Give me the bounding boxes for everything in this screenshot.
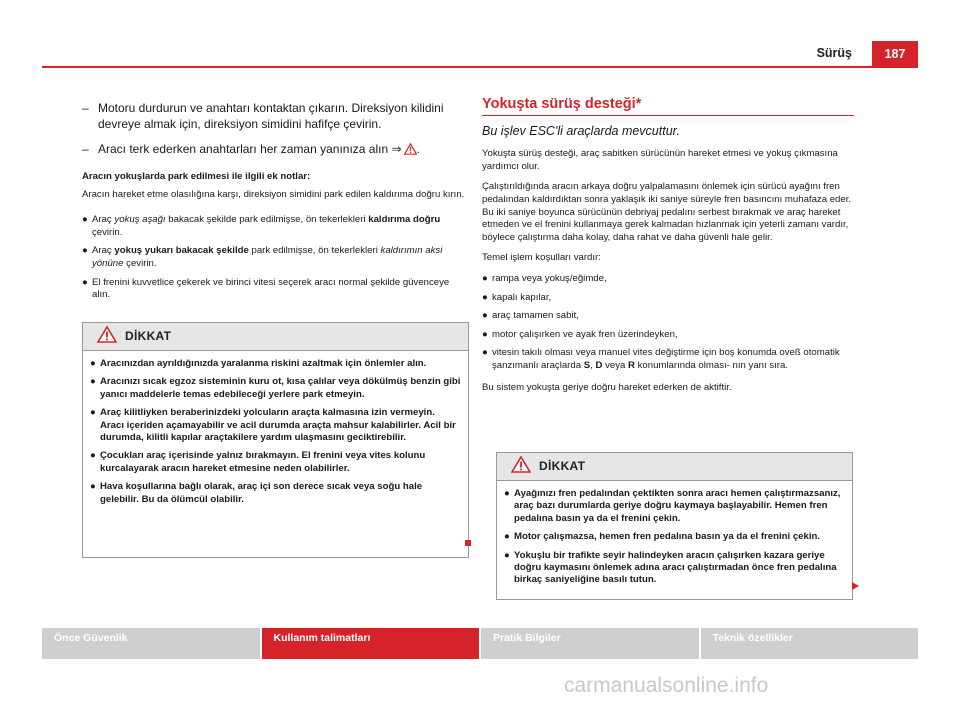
notes-heading: Aracın yokuşlarda park edilmesi ile ilgili ek notlar:	[82, 171, 311, 182]
step-text: Aracı terk ederken anahtarları her zaman yanınıza alın ⇒	[98, 142, 402, 156]
warning-header	[83, 323, 468, 351]
warning-item: ● Ayağınızı fren pedalından çektikten sonra aracı hemen çalıştırmazsanız, araç bazı durumlarda geriye doğru kaymaya başlayabilir. Hemen fren pedalına basın ya da el frenini çekin.	[504, 488, 841, 524]
warning-body	[497, 481, 852, 597]
list-item: ● kapalı kapılar,	[482, 291, 552, 303]
notes-intro: Aracın hareket etme olasılığına karşı, direksiyon simidini park edilen kaldırıma doğru kırın.	[82, 188, 465, 200]
list-item: ● vitesin takılı olması veya manuel vites değiştirme için boş konumda oveß otomatik şanzımanlı araçlarda S, D veya R konumlarında olması- nın yanı sıra.	[482, 347, 840, 371]
bullet-marker: ●	[82, 214, 88, 226]
bullet-marker: ●	[482, 328, 488, 340]
warning-title: DİKKAT	[125, 329, 172, 344]
conditions-intro: Temel işlem koşulları vardır:	[482, 252, 601, 264]
warning-box	[82, 322, 469, 558]
warning-item: ● Motor çalışmazsa, hemen fren pedalına basın ya da el frenini çekin.	[504, 531, 821, 543]
bullet-marker: ●	[482, 291, 488, 303]
footer-nav	[42, 628, 918, 659]
list-item: ● Araç yokuş yukarı bakacak şekilde park edilmişse, ön tekerlekleri kaldırımın aksi yönüne çevirin.	[82, 245, 443, 269]
bullet-marker: ●	[90, 358, 96, 369]
step-item	[82, 100, 468, 132]
list-item: ● El frenini kuvvetlice çekerek ve birinci vitesi seçerek aracı normal şekilde güvenceye alın.	[82, 276, 450, 301]
dash-marker: –	[82, 142, 89, 156]
paragraph: Yokuşta sürüş desteği, araç sabitken sürücünün hareket etmesi ve yokuş çıkmasına yardımcı olur.	[482, 148, 838, 172]
warning-item: ● Aracınızı sıcak egzoz sisteminin kuru ot, kısa çalılar veya dökülmüş benzin gibi yanıcı maddelerle temas edebileceği yerlere park etmeyin.	[90, 376, 461, 400]
list-item: ● Araç yokuş aşağı bakacak şekilde park edilmişse, ön tekerlekleri kaldırıma doğru çevirin.	[82, 214, 441, 238]
bullet-marker: ●	[504, 488, 510, 499]
section-subtitle: Bu işlev ESC'li araçlarda mevcuttur.	[482, 123, 680, 138]
bullet-marker: ●	[482, 310, 488, 322]
bullet-marker: ●	[90, 407, 96, 419]
header-rule	[42, 66, 918, 68]
footer-tab-practical[interactable]: Pratik Bilgiler	[481, 628, 699, 659]
warning-triangle-icon	[511, 456, 531, 477]
warning-body	[83, 351, 468, 516]
section-end-marker	[465, 540, 471, 546]
bullet-marker: ●	[90, 450, 96, 462]
bullet-marker: ●	[504, 549, 510, 561]
footer-tab-operation[interactable]: Kullanım talimatları	[262, 628, 480, 659]
paragraph: Çalıştırıldığında aracın arkaya doğru yalpalamasını önlemek için sürücü ayağını fren pedalından kaldırdıktan sonra yaklaşık iki saniye süreyle fren basıncını muhafaza eder. Bu iki saniye boyunca sürücünün debriyaj pedalını serbest bırakmak ve araç hareket etmeden ve el frenini kullanmaya gerek kalmadan hızlanmak için yeterli zamanı vardır, böylece çalıştırma daha kolay, daha rahat ve daha güvenli hale gelir.	[482, 181, 852, 243]
warning-triangle-icon	[97, 326, 117, 347]
right-column	[482, 98, 854, 402]
paragraph: Bu sistem yokuşta geriye doğru hareket ederken de aktiftir.	[482, 381, 732, 393]
warning-header	[497, 453, 852, 481]
dash-marker: –	[82, 101, 89, 115]
step-item: – Aracı terk ederken anahtarları her zaman yanınıza alın ⇒ .	[82, 141, 468, 159]
bullet-marker: ●	[482, 272, 488, 284]
warning-box	[496, 452, 853, 600]
bullet-marker: ●	[82, 276, 88, 288]
list-item: ● araç tamamen sabit,	[482, 310, 579, 322]
bullet-marker: ●	[504, 531, 510, 543]
page-number: 187	[872, 41, 918, 67]
footer-tab-safety[interactable]: Önce Güvenlik	[42, 628, 260, 659]
bullet-marker: ●	[90, 376, 96, 388]
warning-title: DİKKAT	[539, 459, 586, 474]
warning-item: ● Araç kilitliyken beraberinizdeki yolcuların araçta kalmasına izin vermeyin. Aracı içeriden açamayabilir ve acil durumda araçta mahsur kalabilirler. Acil bir durumda, kilitli kapılar araçtakilere yardım ulaşmasını geciktirebilir.	[90, 407, 456, 444]
step-text: Motoru durdurun ve anahtarı kontaktan çıkarın. Direksiyon kilidini devreye almak için, direksiyon simidini hafifçe çevirin.	[98, 101, 444, 131]
bullet-marker: ●	[90, 481, 96, 493]
watermark: carmanualsonline.info	[564, 674, 769, 697]
warning-item: ● Yokuşlu bir trafikte seyir halindeyken aracın çalışırken kazara geriye doğru kaymasını önlemek adına aracı çalıştırmadan önce fren pedalına birkaç saniyeliğine basılı tutun.	[504, 549, 837, 586]
warning-item: ● Aracınızdan ayrıldığınızda yaralanma riskini azaltmak için önlemler alın.	[90, 358, 427, 369]
continue-arrow-icon	[852, 582, 859, 590]
bullet-marker: ●	[82, 245, 88, 257]
warning-item: ● Hava koşullarına bağlı olarak, araç içi son derece sıcak veya soğu hale gelebilir. Bu da ölümcül olabilir.	[90, 481, 423, 505]
list-item: ● motor çalışırken ve ayak fren üzerindeyken,	[482, 328, 678, 340]
warning-item: ● Çocukları araç içerisinde yalnız bırakmayın. El frenini veya vites kolunu kurcalayarak aracın hareket etmesine neden olabilirler.	[90, 450, 426, 474]
footer-tab-technical[interactable]: Teknik özellikler	[701, 628, 919, 659]
section-title: Yokuşta sürüş desteği*	[482, 98, 854, 116]
list-item: ● rampa veya yokuş/eğimde,	[482, 272, 607, 284]
header-chapter-title: Sürüş	[816, 46, 852, 60]
warning-triangle-icon	[404, 143, 417, 159]
left-column	[82, 100, 468, 308]
bullet-marker: ●	[482, 347, 488, 359]
